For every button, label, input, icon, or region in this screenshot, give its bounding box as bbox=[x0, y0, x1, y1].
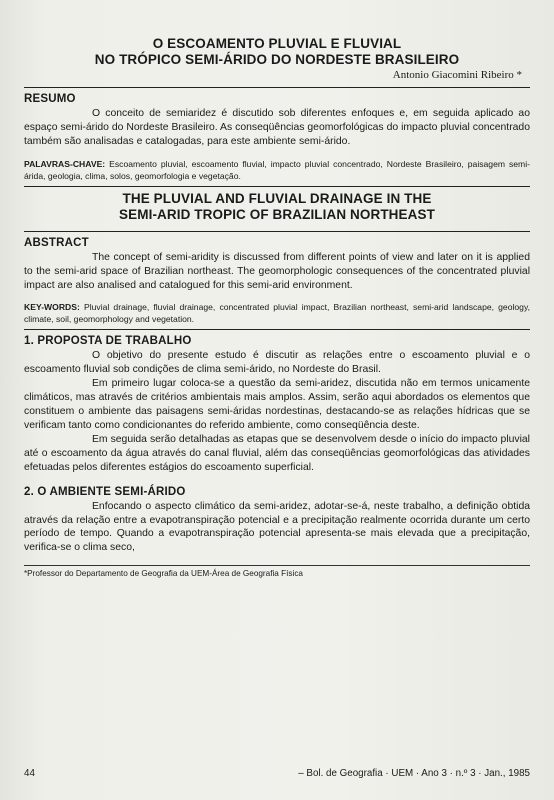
section-2-heading: 2. O AMBIENTE SEMI-ÁRIDO bbox=[24, 485, 186, 498]
journal-citation: – Bol. de Geografia · UEM · Ano 3 · n.º 3 · Jan., 1985 bbox=[298, 768, 530, 779]
title-portuguese bbox=[24, 36, 530, 68]
page-footer bbox=[24, 768, 530, 779]
spacer bbox=[24, 475, 530, 481]
palavras-chave-label: PALAVRAS-CHAVE: bbox=[24, 158, 106, 169]
section-1-paragraph: Em seguida serão detalhadas as etapas que se desenvolvem desde o início do impacto pluvial até o escoamento da água através do canal fluvial, além das conseqüências geomorfológicas das atividades efetuadas pelos diferentes estágios do escoamento superficial. bbox=[24, 433, 530, 473]
author: Antonio Giacomini Ribeiro * bbox=[392, 69, 522, 81]
section1-rule bbox=[24, 329, 530, 330]
article bbox=[24, 36, 530, 579]
title-en-line-2: SEMI-ARID TROPIC OF BRAZILIAN NORTHEAST bbox=[119, 206, 435, 222]
abstract-heading: ABSTRACT bbox=[24, 236, 89, 249]
title-line-2: NO TRÓPICO SEMI-ÁRIDO DO NORDESTE BRASILEIRO bbox=[94, 52, 460, 67]
footnote-rule bbox=[24, 565, 530, 566]
english-title-rule bbox=[24, 231, 530, 232]
title-en-line-1: THE PLUVIAL AND FLUVIAL DRAINAGE IN THE bbox=[122, 190, 432, 206]
resumo-text: O conceito de semiaridez é discutido sob diferentes enfoques e, em seguida aplicado ao espaço semi-árido do Nordeste Brasileiro. As conseqüências geomorfológicas do impacto pluvial concentrado também são analisadas e catalogadas, para este ambiente semi-árido. bbox=[24, 108, 530, 147]
keywords-rule bbox=[24, 186, 530, 187]
palavras-chave-text: Escoamento pluvial, escoamento fluvial, impacto pluvial concentrado, Nordeste Brasileiro, paisagem semi-árida, geologia, clima, solos, geomorfologia e vegetação. bbox=[24, 158, 530, 181]
palavras-chave bbox=[24, 158, 530, 182]
key-words bbox=[24, 301, 530, 325]
footnote: *Professor do Departamento de Geografia da UEM-Área de Geografia Física bbox=[24, 569, 303, 579]
section-1-paragraph: Em primeiro lugar coloca-se a questão da semi-aridez, discutida não em termos unicamente climáticos, mas através de critérios ambientais mais amplos. Assim, serão aqui abordados os elementos que constituem o ambiente das paisagens semi-áridas nordestinas, destacando-se as relações hídricas que se verificam tanto como condicionantes do referido ambiente, como conseqüência deste. bbox=[24, 378, 530, 431]
section-1-paragraph: O objetivo do presente estudo é discutir as relações entre o escoamento pluvial e o escoamento fluvial sob condições de clima semi-árido, no Nordeste do Brasil. bbox=[24, 350, 530, 376]
section-1-heading: 1. PROPOSTA DE TRABALHO bbox=[24, 335, 192, 348]
key-words-text: Pluvial drainage, fluvial drainage, concentrated pluvial impact, Brazilian northeast, semi-arid landscape, geology, climate, soil, geomorphology and vegetation. bbox=[24, 302, 530, 325]
title-line-1: O ESCOAMENTO PLUVIAL E FLUVIAL bbox=[152, 36, 402, 51]
resumo-heading: RESUMO bbox=[24, 93, 76, 105]
key-words-label: KEY-WORDS: bbox=[24, 302, 80, 313]
title-rule bbox=[24, 87, 530, 88]
abstract-text: The concept of semi-aridity is discussed from different points of view and later on it is applied to the semi-arid space of Brazilian northeast. The geomorphologic consequences of the concentrated pluvial impact are also analised and catalogued for this semi-arid environment. bbox=[24, 251, 530, 291]
title-english bbox=[24, 191, 530, 223]
page-number: 44 bbox=[24, 768, 35, 779]
section-2-paragraph: Enfocando o aspecto climático da semi-aridez, adotar-se-á, neste trabalho, a definição obtida através da relação entre a evapotranspiração potencial e a precipitação realmente ocorrida durante um certo período de tempo. Quando a evapotranspiração potencial apresenta-se mais elevada que a precipitação, verifica-se o clima seco, bbox=[24, 500, 530, 554]
